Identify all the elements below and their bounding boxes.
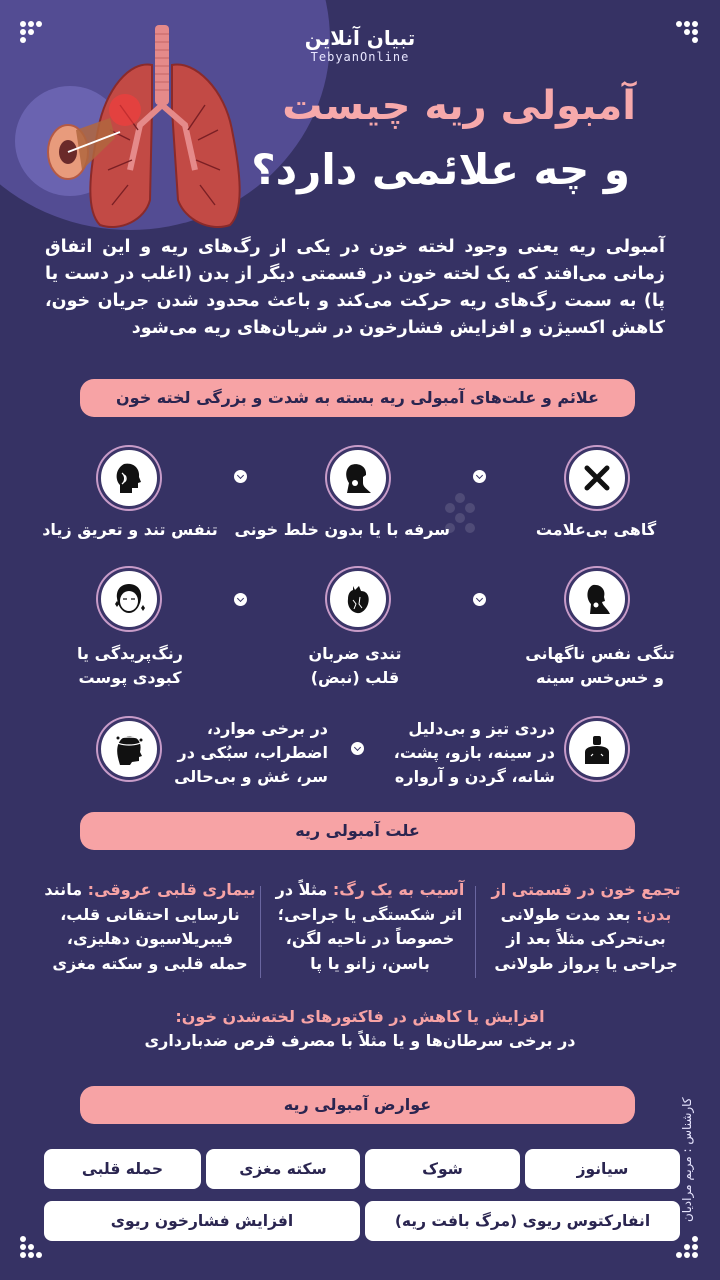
page-title-line2: و چه علائمی دارد؟ — [251, 145, 630, 194]
body-pain-icon — [580, 732, 614, 766]
cause-body: بعد مدت طولانی — [500, 904, 637, 924]
cause-blood-pooling — [486, 878, 686, 976]
column-divider — [475, 886, 476, 978]
complication-tag: حمله قلبی — [44, 1149, 201, 1189]
coughing-person-icon — [341, 461, 375, 495]
corner-decoration-top-right — [676, 21, 702, 45]
connector-dot — [234, 470, 247, 483]
symptom-label-cough: سرفه با یا بدون خلط خونی — [234, 520, 450, 539]
tebyan-logo — [300, 26, 420, 64]
corner-decoration-bottom-left — [20, 1236, 46, 1260]
symptom-icon-shortness-of-breath — [566, 568, 628, 630]
label-line: شانه، گردن و آرواره — [394, 767, 555, 786]
logo-english: TebyanOnline — [310, 50, 410, 64]
page-title-line1: آمبولی ریه چیست — [282, 83, 636, 129]
cause-title: بدن: — [636, 904, 672, 924]
cause-vessel-injury — [270, 878, 470, 976]
symptom-label-dizziness — [168, 717, 328, 789]
symptom-label-shortness-of-breath — [520, 642, 680, 690]
cause-title: بیماری قلبی عروقی: — [87, 880, 256, 899]
symptom-icon-heart-rate — [327, 568, 389, 630]
heart-icon — [341, 582, 375, 616]
x-mark-icon — [580, 461, 614, 495]
cause-body: نارسایی احتقانی قلب، — [60, 904, 240, 924]
complication-tag: شوک — [365, 1149, 520, 1189]
symptom-label-heart-rate — [280, 642, 430, 690]
label-line: تنگی نفس ناگهانی — [525, 644, 675, 663]
causes-heading: علت آمبولی ریه — [80, 812, 635, 850]
connector-dot — [473, 593, 486, 606]
cause-body: جراحی یا پرواز طولانی — [494, 953, 678, 973]
breathing-head-icon — [112, 461, 146, 495]
complication-tag: انفارکتوس ریوی (مرگ بافت ریه) — [365, 1201, 680, 1241]
label-line: سر، غش و بی‌حالی — [174, 767, 328, 786]
complication-tag: سکته مغزی — [206, 1149, 360, 1189]
complication-tag: افزایش فشارخون ریوی — [44, 1201, 360, 1241]
label-line: اضطراب، سبُکی در — [177, 743, 328, 762]
dizzy-head-icon — [112, 732, 146, 766]
lungs-illustration — [20, 20, 310, 235]
symptom-icon-chest-pain — [566, 718, 628, 780]
factor-title: افزایش یا کاهش در فاکتورهای لخته‌شدن خون: — [175, 1007, 545, 1026]
label-line: تندی ضربان — [308, 644, 402, 663]
cause-body: حمله قلبی و سکته مغزی — [52, 953, 248, 973]
complications-heading: عوارض آمبولی ریه — [80, 1086, 635, 1124]
symptom-icon-cough — [327, 447, 389, 509]
symptom-icon-asymptomatic — [566, 447, 628, 509]
shortness-of-breath-icon — [580, 582, 614, 616]
symptom-label-rapid-breathing: تنفس تند و تعریق زیاد — [42, 520, 218, 539]
symptom-label-asymptomatic: گاهی بی‌علامت — [535, 520, 657, 539]
column-divider — [260, 886, 261, 978]
corner-decoration-top-left — [20, 21, 46, 45]
cause-body: مثلاً در — [275, 880, 333, 899]
symptoms-heading: علائم و علت‌های آمبولی ریه بسته به شدت و بزرگی لخته خون — [80, 379, 635, 417]
label-line: کبودی پوست — [78, 668, 182, 687]
author-credit: کارشناس : مریم مرادیان — [680, 1097, 694, 1223]
factor-body: در برخی سرطان‌ها و یا مثلاً با مصرف قرص ضدبارداری — [144, 1031, 576, 1050]
complication-tag: سیانوز — [525, 1149, 680, 1189]
logo-persian: تبیان آنلاین — [304, 26, 416, 50]
label-line: قلب (نبض) — [310, 668, 400, 687]
cause-body: فیبریلاسیون دهلیزی، — [66, 929, 234, 948]
cause-body: اثر شکستگی یا جراحی؛ — [277, 904, 463, 924]
label-line: دردی تیز و بی‌دلیل — [408, 719, 555, 738]
symptom-label-chest-pain — [385, 717, 555, 789]
label-line: در برخی موارد، — [206, 719, 328, 738]
cause-cardiovascular-disease — [40, 878, 260, 976]
symptom-icon-rapid-breathing — [98, 447, 160, 509]
label-line: رنگ‌پریدگی یا — [77, 644, 183, 663]
cause-body: مانند — [44, 880, 88, 899]
label-line: در سینه، بازو، پشت، — [393, 743, 555, 762]
pale-face-icon — [112, 582, 146, 616]
cause-title: آسیب به یک رگ: — [332, 880, 465, 899]
symptom-icon-dizziness — [98, 718, 160, 780]
symptom-icon-pale-skin — [98, 568, 160, 630]
cause-body: باسن، زانو یا پا — [310, 953, 430, 973]
connector-dot — [473, 470, 486, 483]
cause-title: تجمع خون در قسمتی از — [491, 880, 681, 899]
cause-body: بی‌تحرکی مثلاً بعد از — [506, 929, 666, 948]
connector-dot — [351, 742, 364, 755]
label-line: و خس‌خس سینه — [536, 668, 664, 687]
clotting-factor-note — [60, 1005, 660, 1053]
intro-paragraph: آمبولی ریه یعنی وجود لخته خون در یکی از رگ‌های ریه و این اتفاق زمانی می‌افتد که یک لخته خون در قسمتی دیگر از بدن (اغلب در دست یا پا) به سمت رگ‌های ریه حرکت می‌کند و باعث محدود شدن جریان خون، کاهش اکسیژن و افزایش فشارخون در شریان‌های ریه می‌شود — [45, 237, 665, 338]
connector-dot — [234, 593, 247, 606]
cause-body: خصوصاً در ناحیه لگن، — [285, 929, 455, 948]
symptom-label-pale-skin — [50, 642, 210, 690]
